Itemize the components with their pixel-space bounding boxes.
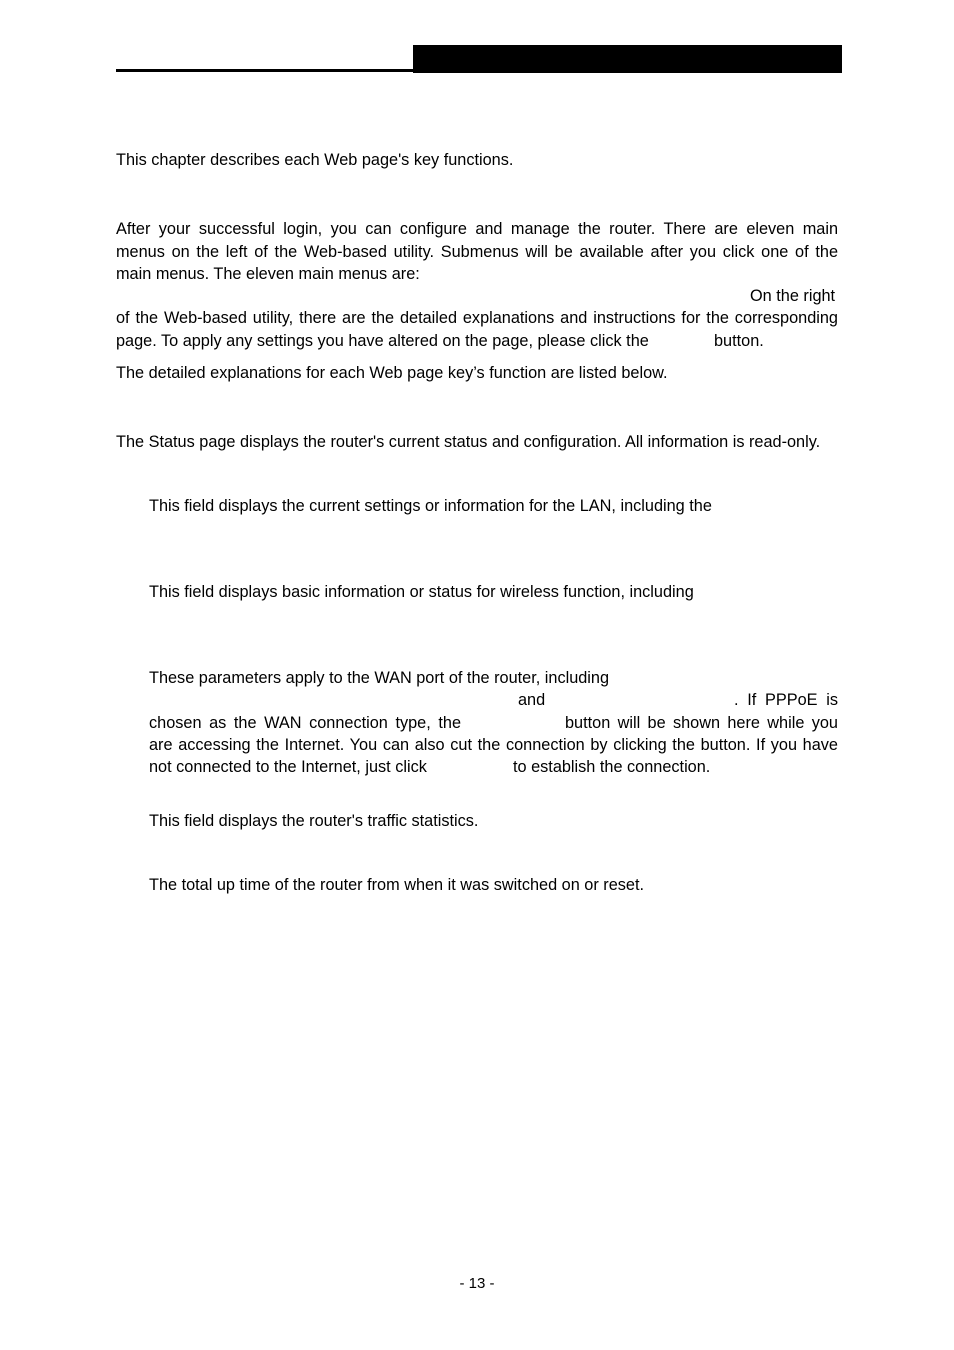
wan-description-line-2b: . If PPPoE is	[734, 691, 838, 709]
login-paragraph-line-2: menus on the left of the Web-based utility. Submenus will be available after you click one of the	[116, 243, 838, 261]
uptime-description: The total up time of the router from when it was switched on or reset.	[149, 876, 644, 894]
wan-description-line-2a: and	[518, 691, 546, 709]
login-paragraph-line-6a: page. To apply any settings you have altered on the page, please click the	[116, 332, 649, 350]
wan-description-line-5b: to establish the connection.	[513, 758, 711, 776]
wan-description-line-4: are accessing the Internet. You can also cut the connection by clicking the button. If you have	[149, 736, 838, 754]
wireless-description: This field displays basic information or status for wireless function, including	[149, 583, 694, 601]
page-number: - 13 -	[459, 1275, 495, 1292]
wan-description-line-1: These parameters apply to the WAN port of the router, including	[149, 669, 610, 687]
login-paragraph-line-3: main menus. The eleven main menus are:	[116, 265, 420, 283]
detail-intro: The detailed explanations for each Web page key’s function are listed below.	[116, 364, 668, 382]
traffic-description: This field displays the router's traffic statistics.	[149, 812, 479, 830]
header-bar	[413, 45, 842, 73]
header-rule	[116, 69, 413, 72]
login-paragraph-line-1: After your successful login, you can configure and manage the router. There are eleven main	[116, 220, 838, 238]
login-paragraph-line-6b: button.	[714, 332, 764, 350]
login-paragraph-line-4-tail: On the right	[750, 287, 836, 305]
lan-description: This field displays the current settings or information for the LAN, including the	[149, 497, 712, 515]
wan-description-line-3b: button will be shown here while you	[565, 714, 838, 732]
wan-description-line-3a: chosen as the WAN connection type, the	[149, 714, 461, 732]
chapter-intro: This chapter describes each Web page's key functions.	[116, 151, 514, 169]
login-paragraph-line-5: of the Web-based utility, there are the detailed explanations and instructions for the corresponding	[116, 309, 838, 327]
status-description: The Status page displays the router's current status and configuration. All information is read-only.	[116, 433, 821, 451]
wan-description-line-5a: not connected to the Internet, just click	[149, 758, 427, 776]
